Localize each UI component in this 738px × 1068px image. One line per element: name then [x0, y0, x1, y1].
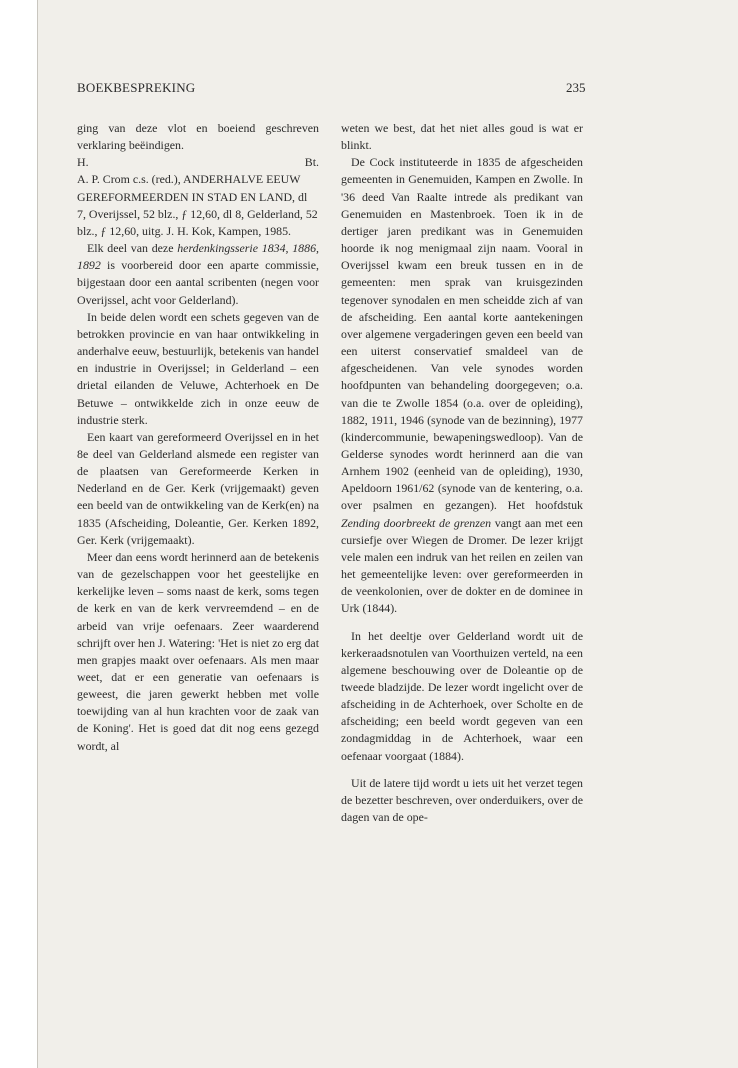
paragraph-text: is voorbereid door een aparte commissie, bijgestaan door een aantal scribenten (negen voor Overijssel, acht voor Gelderland).: [77, 258, 319, 307]
chapter-title: Zending doorbreekt de grenzen: [341, 515, 492, 530]
paragraph-text: De Cock instituteerde in 1835 de afgescheiden gemeenten in Genemuiden, Kampen en Zwolle. In '36 deed Van Raalte intrede als predikant van Genemuiden en Mastenbroek. Toen ik in de dertiger jaren predikant was in Genemuiden hoorde ik nog menigmaal zijn naam. Vooral in Overijssel kwam een breuk tussen en in de gemeenten: men sprak van kruisgezinden tegenover synodalen en men scheidde zich af van de afscheiding. Een aantal korte aantekeningen over algemene vergaderingen geven een beeld van een uiterst conservatief smaldeel van de afgescheidenen. Van vele synodes worden hoofdpunten van behandeling doorgegeven; o.a. van die te Zwolle 1854 (o.a. over de opleiding), 1882, 1911, 1946 (synode van de bezinning), 1977 (kindercommunie, bewapeningswedloop). Van de Gelderse synodes wordt herinnerd aan die van Arnhem 1902 (eenheid van de opleiding), 1930, Apeldoorn 1961/62 (synode van de kentering, o.a. over psalmen en gezangen). Het hoofdstuk: [341, 155, 583, 513]
scan-margin: [0, 0, 38, 1068]
paragraph-map-register: Een kaart van gereformeerd Overijssel en in het 8e deel van Gelderland alsmede een register van de plaatsen van Gereformeerde Kerken in Nederland en de Ger. Kerk (vrijgemaakt) geven een beeld van de ontwikkeling van de Kerk(en) na 1835 (Afscheiding, Doleantie, Ger. Kerken 1892, Ger. Kerk (vrijgemaakt).: [77, 429, 319, 547]
continuation-paragraph: weten we best, dat het niet alles goud is wat er blinkt.: [341, 121, 583, 153]
paragraph-series-intro: [77, 240, 319, 309]
signature-initial: H.: [77, 155, 89, 170]
paragraph-province-sketch: In beide delen wordt een schets gegeven van de betrokken provincie en van haar ontwikkeling in anderhalve eeuw, bestuurlijk, betekenis van handel en industrie in Overijssel; in Gelderland – een drietal eilanden de Veluwe, Achterhoek en De Betuwe – ontwikkelde zich in onze eeuw de industrie sterk.: [77, 309, 319, 427]
paragraph-de-cock: [341, 154, 583, 617]
running-title: BOEKBESPREKING: [77, 80, 196, 95]
signature-initials-right: Bt.: [304, 155, 319, 170]
reviewer-signature: [77, 154, 319, 171]
paragraph-text: vangt aan met een cursiefje over Wiegen de Dromer. De lezer krijgt vele malen een indruk van het reilen en zeilen van het gemeentelijke leven: over gereformeerden in de veenkolonien, over de dokter en de dominee in Urk (1844).: [341, 515, 583, 616]
paragraph-gezelschappen: Meer dan eens wordt herinnerd aan de betekenis van de gezelschappen voor het geestelijke en kerkelijke leven – soms naast de kerk, soms tegen de kerk en van de kerk vervreemdend – en de arbeid van vrije oefenaars. Zeer waarderend schrijft over hen J. Watering: 'Het is niet zo erg dat men grapjes maakt over oefenaars. Als men maar weet, dat er een generatie van oefenaars is geweest, die jaren gewerkt hebben met volle toewijding van al hun krachten voor de zaak van de Koning'. Het is goed dat dit nog eens gezegd wordt, al: [77, 549, 319, 753]
page-number: 235: [566, 80, 586, 95]
left-column: [77, 120, 319, 755]
right-column: [341, 120, 583, 826]
paragraph-later-time: Uit de latere tijd wordt u iets uit het verzet tegen de bezetter beschreven, over onderduikers, over de dagen van de ope-: [341, 775, 583, 825]
series-title: herdenkingsserie 1834, 1886, 1892: [77, 241, 319, 273]
intro-paragraph: ging van deze vlot en boeiend geschreven verklaring beëindigen.: [77, 121, 319, 153]
paragraph-text: Elk deel van deze: [87, 241, 178, 256]
book-bibliography: A. P. Crom c.s. (red.), ANDERHALVE EEUW GEREFORMEERDEN IN STAD EN LAND, dl 7, Overijssel, 52 blz., ƒ 12,60, dl 8, Gelderland, 52 blz., ƒ 12,60, uitg. J. H. Kok, Kampen, 1985.: [77, 172, 318, 238]
paragraph-gelderland: In het deeltje over Gelderland wordt uit de kerkeraadsnotulen van Voorthuizen verteld, na een algemene beschouwing over de Doleantie op de tweede bladzijde. De lezer wordt ingelicht over de afscheiding in de Achterhoek, over Scholte en de afscheiding; een beeld wordt gegeven van een zondagmiddag in de Achterhoek, waar een oefenaar voorgaat (1884).: [341, 628, 583, 763]
